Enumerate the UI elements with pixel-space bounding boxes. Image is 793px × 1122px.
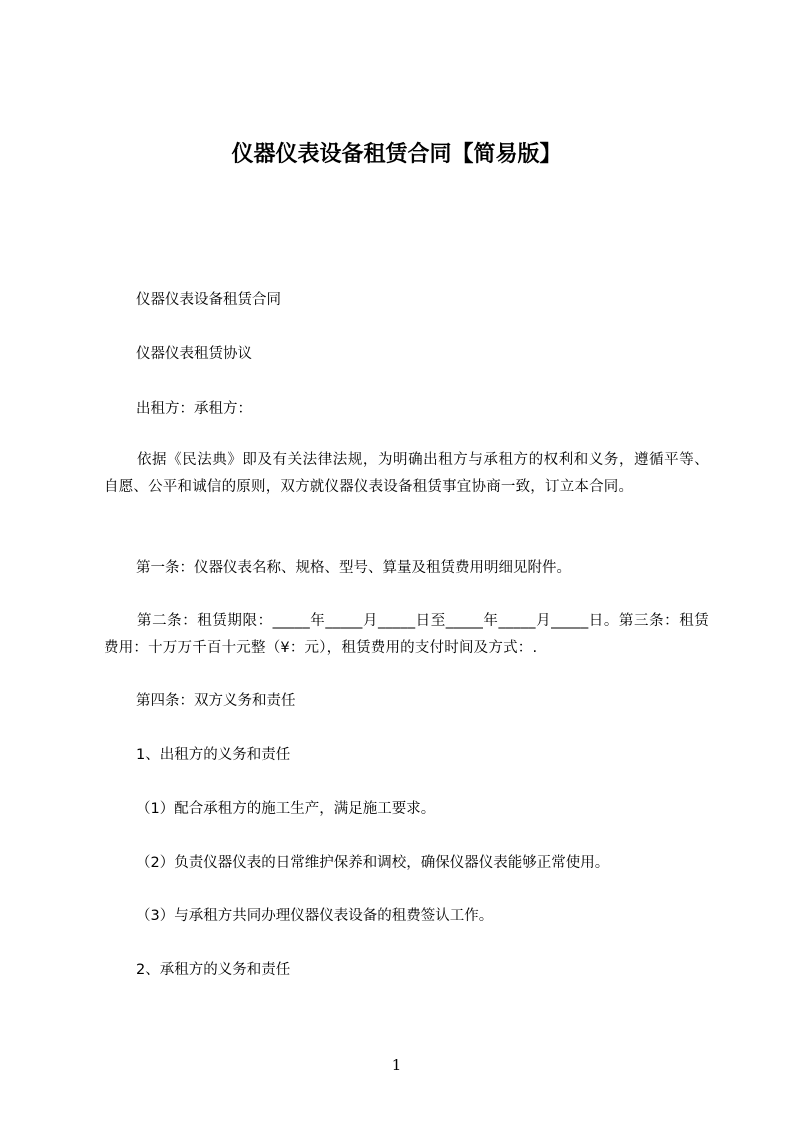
paragraph-article-2-3: 第二条：租赁期限：_____年_____月_____日至_____年_____月_____日。第三条：租赁费用：十万万千百十元整（¥：元），租赁费用的支付时间及方式：. <box>104 613 709 656</box>
document-title: 仪器仪表设备租赁合同【简易版】 <box>231 142 562 167</box>
paragraph-preamble: 依据《民法典》即及有关法律法规，为明确出租方与承租方的权利和义务，遵循平等、自愿、公平和诚信的原则，双方就仪器仪表设备租赁事宜协商一致，订立本合同。 <box>104 452 709 495</box>
paragraph-agreement-name: 仪器仪表租赁协议 <box>136 346 252 362</box>
paragraph-lessor-duty-2: （2）负责仪器仪表的日常维护保养和调校，确保仪器仪表能够正常使用。 <box>136 855 610 871</box>
paragraph-parties: 出租方：承租方： <box>136 401 252 417</box>
page-number: 1 <box>391 1056 402 1074</box>
paragraph-lessor-duty-3: （3）与承租方共同办理仪器仪表设备的租费签认工作。 <box>136 908 494 924</box>
paragraph-article-1: 第一条：仪器仪表名称、规格、型号、算量及租赁费用明细见附件。 <box>136 560 571 576</box>
paragraph-article-4: 第四条：双方义务和责任 <box>136 693 296 709</box>
paragraph-lessor-duties-heading: 1、出租方的义务和责任 <box>136 747 291 763</box>
paragraph-contract-name: 仪器仪表设备租赁合同 <box>136 292 281 308</box>
paragraph-lessor-duty-1: （1）配合承租方的施工生产，满足施工要求。 <box>136 801 436 817</box>
paragraph-lessee-duties-heading: 2、承租方的义务和责任 <box>136 962 291 978</box>
